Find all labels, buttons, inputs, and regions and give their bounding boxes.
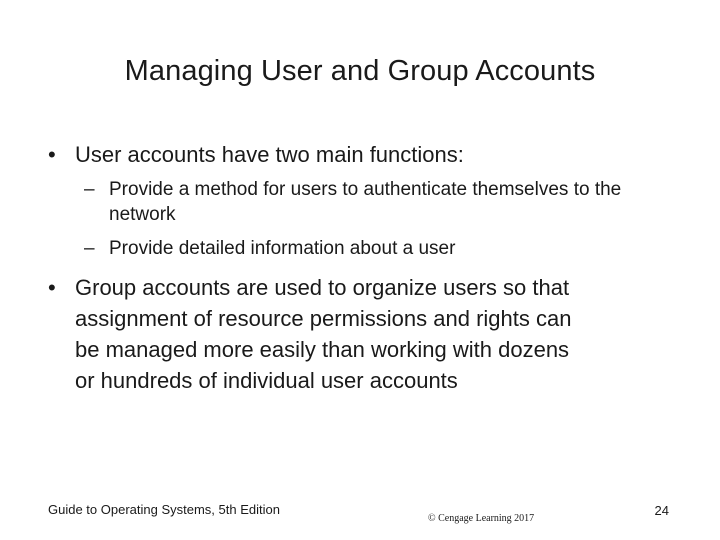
bullet-mark: • <box>48 275 56 300</box>
slide-title: Managing User and Group Accounts <box>124 55 596 87</box>
bullet-mark: • <box>48 142 56 167</box>
subitem-text: Provide a method for users to authenticate themselves to the network <box>109 179 622 225</box>
bullet-line: Group accounts are used to organize users so that <box>75 275 570 300</box>
page-number: 24 <box>654 503 669 518</box>
subitem-mark: – <box>84 238 95 259</box>
footer-book-title: Guide to Operating Systems, 5th Edition <box>48 502 280 517</box>
bullet-text: User accounts have two main functions: <box>75 142 464 167</box>
footer-copyright: © Cengage Learning 2017 <box>428 513 535 524</box>
bullet-line: assignment of resource permissions and rights can <box>75 306 572 331</box>
subitem-mark: – <box>84 179 95 200</box>
bullet-line: be managed more easily than working with dozens <box>75 337 570 362</box>
bullet-text <box>75 272 675 396</box>
subitem-text: Provide detailed information about a user <box>109 238 456 259</box>
bullet-line: or hundreds of individual user accounts <box>75 368 458 393</box>
